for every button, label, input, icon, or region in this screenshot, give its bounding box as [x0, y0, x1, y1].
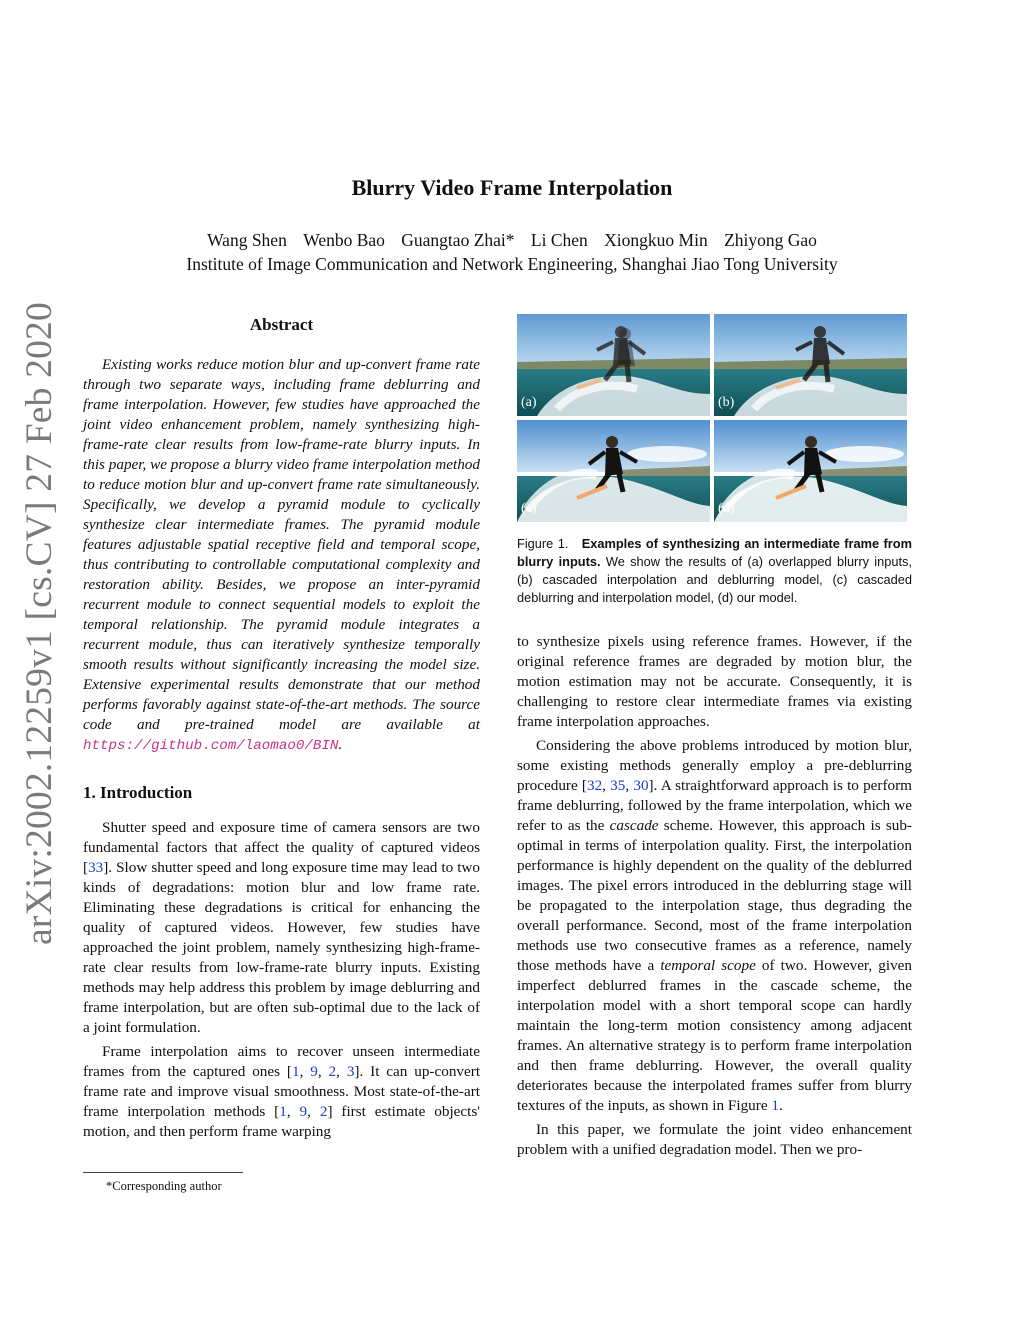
author-name: Wang Shen — [207, 230, 287, 250]
figure-caption — [517, 535, 912, 607]
abstract-heading: Abstract — [249, 315, 314, 334]
right-column — [517, 632, 912, 1160]
citation-link[interactable]: 33 — [88, 859, 104, 876]
caption-title: Examples of synthesizing an intermediate frame from blurry inputs. — [517, 536, 912, 569]
citation-link[interactable]: 1 — [279, 1103, 287, 1120]
caption-prefix: Figure 1. — [517, 536, 569, 551]
surfer-image-cascade-interp-deblur — [714, 314, 907, 416]
figure-panel-a — [517, 314, 710, 416]
citation-link[interactable]: 32 — [586, 777, 603, 794]
author-name: Xiongkuo Min — [604, 230, 708, 250]
surfer-image-cascade-deblur-interp — [517, 420, 710, 522]
citation-link[interactable]: 30 — [633, 777, 649, 794]
affiliation: Institute of Image Communication and Network Engineering, Shanghai Jiao Tong University — [186, 254, 838, 274]
citation-link[interactable]: 2 — [319, 1103, 328, 1120]
abstract-body: Existing works reduce motion blur and up-convert frame rate through two separate ways, including frame deblurring and frame interpolation. However, few studies have approached the joint video enhancement problem, namely synthesizing high-frame-rate clear results from low-frame-rate blurry inputs. In this paper, we propose a blurry video frame interpolation method to reduce motion blur and up-convert frame rate simultaneously. Specifically, we develop a pyramid module to cyclically synthesize clear intermediate frames. The pyramid module features adjustable spatial receptive field and temporal scope, thus contributing to controllable computational complexity and restoration ability. Besides, we propose an inter-pyramid recurrent module to connect sequential models to exploit the temporal relationship. The pyramid module integrates a recurrent module, thus can iteratively synthesize temporally smooth results without significantly increasing the model size. Extensive experimental results demonstrate that our method performs favorably against state-of-the-art methods. The source code and pre-trained model are available at — [83, 356, 480, 733]
panel-label: (d) — [718, 501, 735, 516]
text-run: of two. However, given imperfect deblurred frames in the cascade scheme, the interpolation model with a short temporal scope can hardly maintain the long-term motion consistency among adjacent frames. An alternative strategy is to perform frame interpolation and then frame deblurring. However, the overall quality deteriorates because the interpolated frames suffer from blurry textures of the inputs, as shown in Figure — [517, 957, 913, 1114]
arxiv-identifier: arXiv:2002.12259v1 [cs.CV] 27 Feb 2020 — [19, 302, 60, 945]
right-paragraph-2 — [517, 736, 912, 1116]
figure-panel-d — [714, 420, 907, 522]
left-column — [83, 314, 480, 1142]
citation-link[interactable]: 2 — [328, 1063, 337, 1080]
author-name: Zhiyong Gao — [724, 230, 817, 250]
text-run: Considering the above problems introduced by motion blur, some existing methods generally employ a pre-deblurring procedure [ — [517, 737, 912, 794]
citation-link[interactable]: 9 — [310, 1063, 318, 1080]
figure-panel-b — [714, 314, 907, 416]
emphasis: cascade — [609, 817, 659, 834]
figure-1 — [517, 314, 911, 520]
separator: , — [336, 1063, 347, 1080]
author-name: Guangtao Zhai* — [401, 230, 515, 250]
footnote: *Corresponding author — [106, 1179, 222, 1193]
abstract-text — [83, 355, 480, 756]
panel-label: (b) — [718, 395, 735, 410]
text-run: Frame interpolation aims to recover unseen intermediate frames from the captured ones [ — [83, 1043, 480, 1080]
intro-paragraph-1 — [83, 818, 480, 1038]
citation-link[interactable]: 35 — [610, 777, 626, 794]
text-run: Shutter speed and exposure time of camera sensors are two fundamental factors that affect the quality of captured videos [ — [83, 819, 480, 876]
surfer-image-blurry — [517, 314, 710, 416]
citation-link[interactable]: 9 — [299, 1103, 308, 1120]
separator: , — [299, 1063, 311, 1080]
code-link[interactable]: https://github.com/laomao0/BIN — [83, 738, 339, 754]
text-run: scheme. However, this approach is sub-optimal in terms of interpolation quality. First, the interpolation performance is highly dependent on the quality of the deblurred images. The pixel errors introduced in the deblurring stage will be propagated to the interpolation stage, thus degrading the overall performance. Second, most of the frame interpolation methods use two consecutive frames as a reference, namely those methods have a — [517, 817, 912, 974]
surfer-image-our-model — [714, 420, 907, 522]
separator: , — [286, 1103, 300, 1120]
emphasis: temporal scope — [660, 957, 756, 974]
text-run: ]. Slow shutter speed and long exposure time may lead to two kinds of degradations: motion blur and low frame rate. Eliminating these degradations is critical for enhancing the quality of captured videos. However, few studies have approached the joint problem, namely synthesizing high-frame-rate clear results from low-frame-rate blurry inputs. Existing methods may help address this problem by image deblurring and frame interpolation, but are often sub-optimal due to the lack of a joint formulation. — [83, 859, 480, 1036]
caption-body: We show the results of (a) overlapped blurry inputs, (b) cascaded interpolation and deblurring model, (c) cascaded deblurring and interpolation model, (d) our model. — [517, 554, 912, 605]
intro-paragraph-2 — [83, 1042, 480, 1142]
text-run: . — [778, 1097, 783, 1114]
right-paragraph-3: In this paper, we formulate the joint video enhancement problem with a unified degradation model. Then we pro- — [517, 1121, 912, 1158]
footnote-divider — [83, 1172, 243, 1173]
right-paragraph-1: to synthesize pixels using reference frames. However, if the original reference frames are degraded by motion blur, the motion estimation may not be accurate. Consequently, it is challenging to restore clear intermediate frames via existing frame interpolation approaches. — [517, 633, 912, 730]
separator: , — [625, 777, 634, 794]
separator: , — [317, 1063, 329, 1080]
panel-label: (c) — [521, 501, 537, 516]
figure-panel-c — [517, 420, 710, 522]
author-name: Wenbo Bao — [303, 230, 385, 250]
figure-reference-link[interactable]: 1 — [771, 1097, 779, 1114]
citation-link[interactable]: 3 — [346, 1063, 355, 1080]
section-heading: 1. Introduction — [83, 783, 193, 802]
text-run: ] first estimate objects' motion, and then perform frame warping — [83, 1103, 481, 1140]
author-list — [0, 228, 1024, 252]
author-block — [0, 228, 1024, 276]
abstract-end: . — [338, 736, 343, 753]
separator: , — [602, 777, 611, 794]
text-run: ]. It can up-convert frame rate and improve visual smoothness. Most state-of-the-art frame interpolation methods [ — [83, 1063, 481, 1120]
author-name: Li Chen — [530, 230, 588, 250]
panel-label: (a) — [521, 395, 537, 410]
separator: , — [307, 1103, 320, 1120]
text-run: ]. A straightforward approach is to perform frame deblurring, followed by the frame interpolation, which we refer to as the — [517, 777, 912, 834]
citation-link[interactable]: 1 — [291, 1063, 300, 1080]
paper-title: Blurry Video Frame Interpolation — [351, 175, 673, 200]
